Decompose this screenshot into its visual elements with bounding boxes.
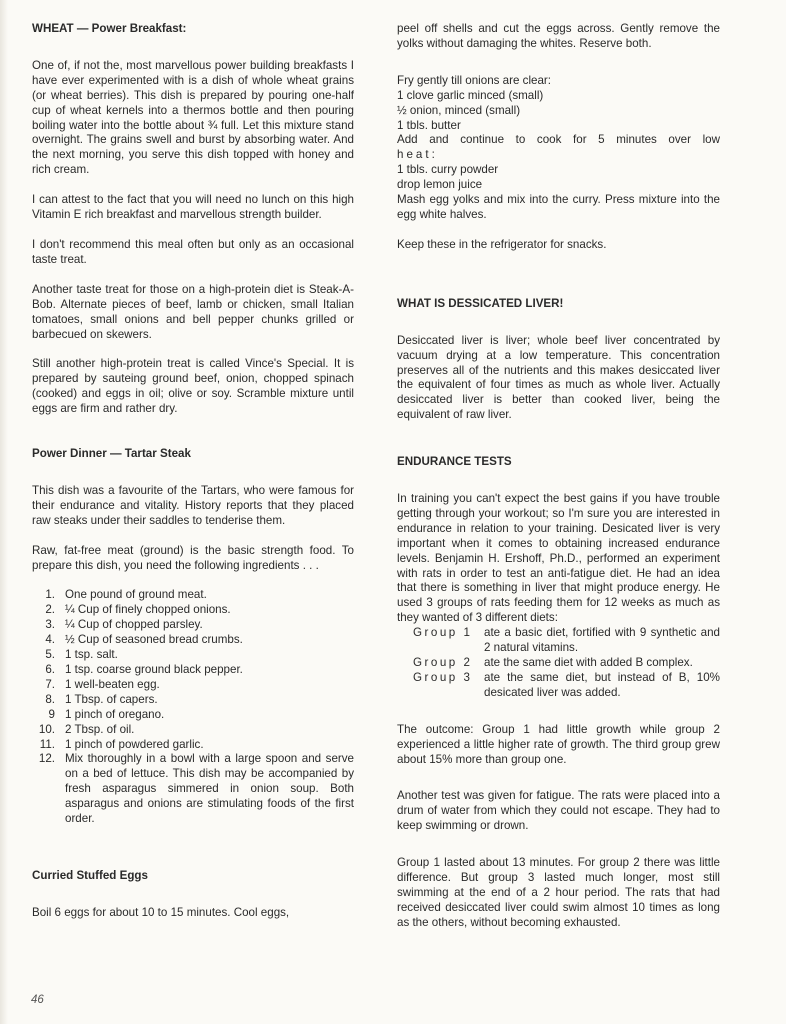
right-column — [397, 22, 720, 931]
list-text: One pound of ground meat. — [65, 588, 207, 602]
list-number: 10. — [38, 722, 55, 736]
list-item — [32, 648, 354, 663]
list-item — [32, 723, 354, 738]
heat-word: heat: — [397, 148, 438, 162]
desiccated-liver-heading: WHAT IS DESSICATED LIVER! — [397, 296, 564, 310]
list-number: 9 — [48, 707, 55, 721]
group-row — [397, 656, 720, 671]
list-text: 1 well-beaten egg. — [65, 677, 160, 691]
wheat-paragraph-3: I don't recommend this meal often but only as an occasional taste treat. — [32, 237, 354, 266]
fry-item: 1 clove garlic minced (small) — [397, 88, 544, 102]
eggs-continued-paragraph: peel off shells and cut the eggs across. Gently remove the yolks without damaging the whites. Reserve both. — [397, 22, 720, 50]
cook-instruction: Add and continue to cook for 5 minutes over low — [397, 133, 720, 147]
group-text: ate the same diet, but instead of B, 10% desicated liver was added. — [484, 670, 720, 699]
outcome-paragraph: The outcome: Group 1 had little growth while group 2 experienced a little higher rate of growth. The third group grew about 15% more than group one. — [397, 722, 720, 766]
list-text: 1 tsp. coarse ground black pepper. — [65, 663, 243, 676]
group-row — [397, 671, 720, 701]
group-label: Group 3 — [413, 670, 473, 684]
list-item — [32, 633, 354, 648]
list-number: 5. — [45, 648, 55, 662]
curried-eggs-heading: Curried Stuffed Eggs — [32, 868, 148, 882]
power-dinner-heading: Power Dinner — Tartar Steak — [32, 447, 191, 461]
list-text: ¼ Cup of chopped parsley. — [65, 618, 203, 632]
tartar-history-paragraph: This dish was a favourite of the Tartars, who were famous for their endurance and vitality. History reports that they placed raw steaks under their saddles to tenderise them. — [32, 483, 354, 527]
group-label: Group 1 — [413, 626, 473, 640]
vinces-special-paragraph: Still another high-protein treat is called Vince's Special. It is prepared by sauteing ground beef, onion, chopped spinach (cooked) and eggs in oil; olive or soy. Scramble mixture until eggs are firm and rather dry. — [32, 357, 354, 416]
fry-item: 1 tbls. butter — [397, 118, 461, 132]
list-text: 1 pinch of oregano. — [65, 707, 165, 721]
list-item — [32, 752, 354, 827]
ingredients-list — [32, 588, 354, 827]
steak-a-bob-paragraph: Another taste treat for those on a high-protein diet is Steak-A-Bob. Alternate pieces of beef, lamb or chicken, small Italian tomatoes, small onions and bell pepper chunks grilled or barbecued on skewers. — [32, 282, 354, 341]
list-item — [32, 693, 354, 708]
fatigue-paragraph: Another test was given for fatigue. The rats were placed into a drum of water from which they could not escape. They had to keep swimming or drown. — [397, 789, 720, 833]
list-number: 3. — [45, 618, 55, 632]
group-text: ate a basic diet, fortified with 9 synthetic and 2 natural vitamins. — [484, 626, 720, 655]
curried-eggs-paragraph: Boil 6 eggs for about 10 to 15 minutes. Cool eggs, — [32, 905, 290, 919]
wheat-paragraph-2: I can attest to the fact that you will need no lunch on this high Vitamin E rich breakfast and marvellous strength builder. — [32, 193, 354, 222]
list-number: 2. — [45, 603, 55, 617]
list-number: 7. — [45, 677, 55, 691]
list-item — [32, 663, 354, 678]
list-number: 1. — [45, 588, 55, 602]
group-row — [397, 626, 720, 656]
list-text: 2 Tbsp. of oil. — [65, 722, 135, 736]
page-edge-shadow — [0, 0, 8, 1024]
list-number: 8. — [45, 692, 55, 706]
wheat-paragraph-1: One of, if not the, most marvellous power building breakfasts I have ever experimented with is a dish of whole wheat grains (or wheat berries). This dish is prepared by pouring one-half cup of wheat kernels into a thermos bottle and then pouring boiling water into the bottle about ¾ full. Let this mixture stand overnight. The grains swell and burst by absorbing water. And the next morning, you serve this dish topped with honey and rich cream. — [32, 58, 354, 177]
curry-item: 1 tbls. curry powder — [397, 163, 499, 177]
list-item — [32, 588, 354, 603]
list-text: Mix thoroughly in a bowl with a large spoon and serve on a bed of lettuce. This dish may be accompanied by fresh asparagus simmered in onion soup. Both asparagus and onions are stimulating foods of the first order. — [65, 752, 354, 826]
list-number: 4. — [45, 633, 55, 647]
list-number: 11. — [39, 737, 55, 751]
list-item — [32, 738, 354, 753]
mash-instruction: Mash egg yolks and mix into the curry. Press mixture into the egg white halves. — [397, 193, 720, 221]
list-text: ½ Cup of seasoned bread crumbs. — [65, 633, 243, 647]
fry-intro: Fry gently till onions are clear: — [397, 73, 552, 87]
list-text: ¼ Cup of finely chopped onions. — [65, 603, 231, 617]
lasted-paragraph: Group 1 lasted about 13 minutes. For group 2 there was little difference. But group 3 lasted much longer, most still swimming at the end of a 2 hour period. The rats that had received desiccated liver could swim almost 10 times as long as the others, without becoming exhausted. — [397, 856, 720, 929]
list-item — [32, 618, 354, 633]
left-column — [32, 22, 354, 921]
list-text: 1 tsp. salt. — [65, 648, 118, 662]
list-text: 1 pinch of powdered garlic. — [65, 737, 204, 751]
curry-item: drop lemon juice — [397, 178, 483, 192]
list-item — [32, 603, 354, 618]
list-item — [32, 708, 354, 723]
group-label: Group 2 — [413, 656, 473, 669]
page-number: 46 — [31, 994, 44, 1006]
desiccated-liver-paragraph: Desiccated liver is liver; whole beef liver concentrated by vacuum drying at a low temperature. This concentration preserves all of the nutrients and this makes desiccated liver the equivalent of four times as much as whole liver. Actually desiccated liver is better than cooked liver, being the equivalent of raw liver. — [397, 333, 720, 422]
wheat-heading: WHEAT — Power Breakfast: — [32, 22, 187, 35]
raw-meat-paragraph: Raw, fat-free meat (ground) is the basic strength food. To prepare this dish, you need the following ingredients . . . — [32, 543, 354, 572]
group-text: ate the same diet with added B complex. — [484, 656, 693, 669]
endurance-paragraph: In training you can't expect the best gains if you have trouble getting through your workout; so I'm sure you are interested in endurance in relation to your training. Desicated liver is very important when it comes to obtaining increased endurance levels. Benjamin H. Ershoff, Ph.D., performed an experiment with rats in order to test an anti-fatigue diet. He had an idea that there is something in liver that might produce energy. He used 3 groups of rats feeding them for 12 weeks as much as they wanted of 3 different diets: — [397, 492, 720, 625]
list-number: 6. — [45, 663, 55, 676]
list-text: 1 Tbsp. of capers. — [65, 692, 158, 706]
list-number: 12. — [38, 752, 55, 766]
endurance-tests-heading: ENDURANCE TESTS — [397, 455, 512, 469]
list-item — [32, 678, 354, 693]
keep-instruction: Keep these in the refrigerator for snacks. — [397, 237, 607, 251]
fry-item: ½ onion, minced (small) — [397, 103, 521, 117]
